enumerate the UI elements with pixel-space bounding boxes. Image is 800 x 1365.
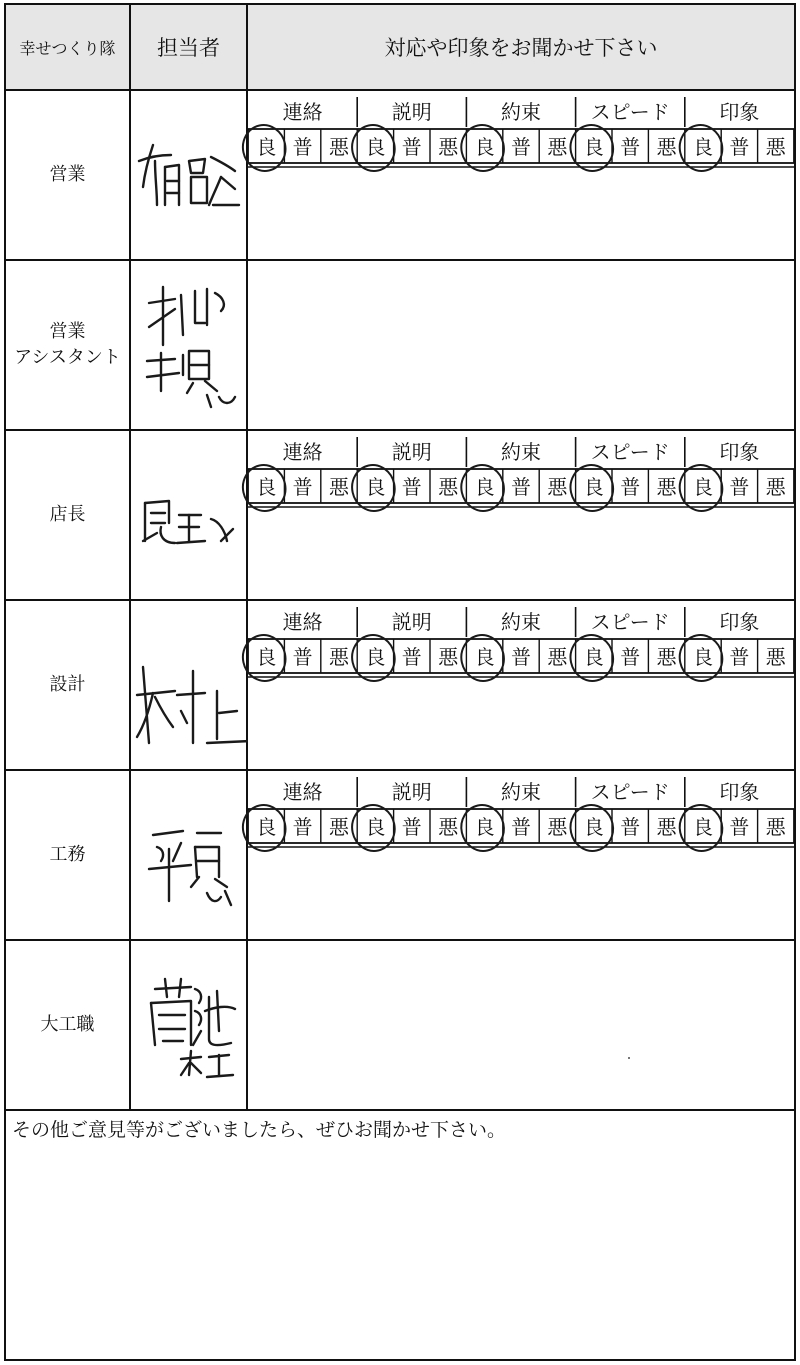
criterion-label: 約束 [501,610,541,634]
scan-speck [628,1057,630,1059]
grade-option[interactable]: 悪 [765,475,786,499]
grade-option[interactable]: 普 [620,135,641,159]
grade-option[interactable]: 良 [583,645,604,669]
team-role-cell: 大工職 [6,941,131,1109]
criterion-label: 約束 [501,780,541,804]
criterion-label: 連絡 [282,100,323,124]
rating-area [248,941,794,1109]
comments-label: その他ご意見等がございましたら、ぜひお聞かせ下さい。 [12,1119,507,1141]
team-role-cell: 設計 [6,601,131,769]
evaluation-row [6,601,794,771]
grade-option[interactable]: 良 [256,645,277,669]
criterion-label: 連絡 [282,440,323,464]
survey-sheet [4,3,796,1361]
header-team-label: 幸せつくり隊 [19,38,116,58]
grade-option[interactable]: 良 [474,815,495,839]
handwritten-signature [131,91,248,261]
header-person-label: 担当者 [157,36,220,60]
grade-option[interactable]: 悪 [438,135,459,159]
header-eval-cell [248,5,794,91]
grade-option[interactable]: 悪 [656,475,677,499]
team-role-cell: 営業 [6,91,131,259]
grade-option[interactable]: 普 [401,815,422,839]
grade-option[interactable]: 悪 [329,645,349,669]
grade-option[interactable]: 普 [511,135,531,159]
grade-option[interactable]: 普 [729,645,750,669]
rating-grid [248,601,794,771]
grade-option[interactable]: 普 [729,815,750,839]
grade-option[interactable]: 良 [256,815,277,839]
grade-option[interactable]: 普 [401,645,422,669]
comments-box[interactable] [6,1111,794,1359]
grade-option[interactable]: 悪 [438,815,459,839]
grade-option[interactable]: 良 [583,815,604,839]
criterion-label: 約束 [501,100,541,124]
grade-option[interactable]: 良 [583,475,604,499]
criterion-label: 説明 [391,610,432,634]
grade-option[interactable]: 普 [292,135,313,159]
grade-option[interactable]: 良 [693,645,713,669]
grade-option[interactable]: 良 [693,475,713,499]
grade-option[interactable]: 良 [365,135,386,159]
grade-option[interactable]: 良 [365,815,386,839]
header-eval-label: 対応や印象をお聞かせ下さい [384,36,658,60]
grade-option[interactable]: 良 [256,475,277,499]
header-team-cell [6,5,131,91]
grade-option[interactable]: 悪 [438,645,459,669]
grade-option[interactable]: 普 [620,475,641,499]
rating-grid [248,431,794,601]
grade-option[interactable]: 普 [292,475,313,499]
team-role-cell: 営業 アシスタント [6,261,131,429]
grade-option[interactable]: 悪 [438,475,459,499]
criterion-label: 印象 [719,780,760,804]
rating-grid [248,91,794,261]
person-signature-cell [131,261,248,429]
criterion-label: 説明 [391,780,432,804]
criterion-label: 印象 [719,100,760,124]
rating-area [248,261,794,429]
criterion-label: スピード [590,100,670,124]
person-signature-cell [131,771,248,939]
grade-option[interactable]: 悪 [656,135,677,159]
handwritten-signature [131,771,248,941]
team-role-cell: 店長 [6,431,131,599]
grade-option[interactable]: 悪 [329,475,349,499]
person-signature-cell [131,601,248,769]
rating-area [248,431,794,599]
person-signature-cell [131,91,248,259]
rating-area [248,601,794,769]
handwritten-signature [131,941,248,1111]
grade-option[interactable]: 悪 [547,645,568,669]
rating-area [248,771,794,939]
handwritten-signature [131,261,248,431]
grade-option[interactable]: 普 [292,645,313,669]
criterion-label: 連絡 [282,610,323,634]
evaluation-row [6,261,794,431]
grade-option[interactable]: 良 [365,645,386,669]
person-signature-cell [131,431,248,599]
criterion-label: 説明 [391,440,432,464]
criterion-label: 約束 [501,440,541,464]
grade-option[interactable]: 普 [401,135,422,159]
criterion-label: 印象 [719,440,760,464]
evaluation-row [6,431,794,601]
rating-grid [248,771,794,941]
grade-option[interactable]: 普 [729,135,750,159]
evaluation-row [6,771,794,941]
grade-option[interactable]: 良 [256,135,277,159]
handwritten-signature [131,431,248,601]
grade-option[interactable]: 良 [474,135,495,159]
grade-option[interactable]: 悪 [765,645,786,669]
header-person-cell [131,5,248,91]
handwritten-signature [131,601,248,771]
grade-option[interactable]: 普 [620,645,641,669]
evaluation-row [6,91,794,261]
grade-option[interactable]: 普 [292,815,313,839]
criterion-label: 印象 [719,610,760,634]
grade-option[interactable]: 悪 [329,815,349,839]
grade-option[interactable]: 悪 [547,135,568,159]
grade-option[interactable]: 普 [729,475,750,499]
grade-option[interactable]: 普 [511,475,531,499]
rating-area [248,91,794,259]
grade-option[interactable]: 普 [511,815,531,839]
grade-option[interactable]: 普 [620,815,641,839]
criterion-label: スピード [590,610,670,634]
grade-option[interactable]: 良 [693,815,713,839]
grade-option[interactable]: 良 [365,475,386,499]
evaluation-row [6,941,794,1111]
grade-option[interactable]: 悪 [547,815,568,839]
criterion-label: スピード [590,440,670,464]
grade-option[interactable]: 悪 [656,645,677,669]
grade-option[interactable]: 良 [693,135,713,159]
grade-option[interactable]: 悪 [765,815,786,839]
grade-option[interactable]: 普 [511,645,531,669]
grade-option[interactable]: 良 [474,645,495,669]
grade-option[interactable]: 良 [583,135,604,159]
grade-option[interactable]: 良 [474,475,495,499]
criterion-label: 連絡 [282,780,323,804]
team-role-cell: 工務 [6,771,131,939]
criterion-label: スピード [590,780,670,804]
grade-option[interactable]: 普 [401,475,422,499]
criterion-label: 説明 [391,100,432,124]
grade-option[interactable]: 悪 [329,135,349,159]
grade-option[interactable]: 悪 [765,135,786,159]
grade-option[interactable]: 悪 [547,475,568,499]
grade-option[interactable]: 悪 [656,815,677,839]
person-signature-cell [131,941,248,1109]
